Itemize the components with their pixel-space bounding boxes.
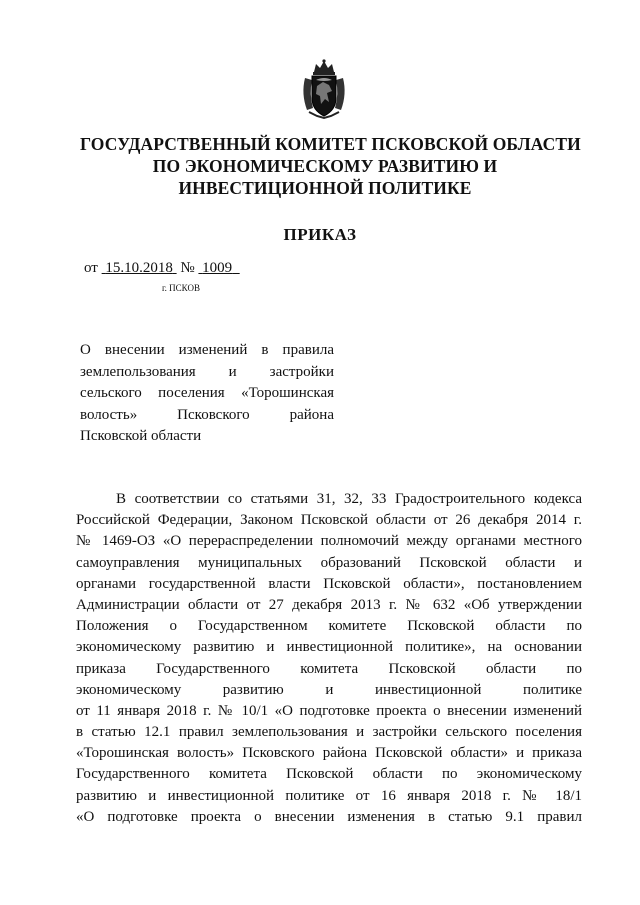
body-line: от 11 января 2018 г. № 10/1 «О подготовке проекта о внесении изменений [76, 702, 582, 719]
body-line: экономическому развитию и инвестиционной политике [76, 681, 582, 698]
org-title-line-2: ПО ЭКОНОМИЧЕСКОМУ РАЗВИТИЮ И [152, 156, 498, 176]
org-title-line-1: ГОСУДАРСТВЕННЫЙ КОМИТЕТ ПСКОВСКОЙ ОБЛАСТИ [80, 134, 581, 154]
coat-of-arms-icon [299, 58, 349, 120]
subject-line: Псковской области [80, 428, 202, 444]
body-line: Государственного комитета Псковской области по экономическому [76, 766, 582, 783]
body-line: Администрации области от 27 декабря 2013 г. № 632 «Об утверждении [76, 596, 582, 613]
order-date-number [84, 260, 240, 277]
body-line: развитию и инвестиционной политике от 16 января 2018 г. № 18/1 [76, 787, 582, 804]
subject-line: сельского поселения «Торошинская [80, 385, 334, 401]
body-line: приказа Государственного комитета Псковской области по [76, 660, 582, 677]
document-type-heading: ПРИКАЗ [283, 225, 357, 244]
order-body [76, 489, 582, 828]
body-line: экономическому развитию и инвестиционной политике», на основании [76, 639, 582, 656]
body-line: № 1469-ОЗ «О перераспределении полномочий между органами местного [76, 533, 582, 550]
body-line: В соответствии со статьями 31, 32, 33 Градостроительного кодекса [116, 491, 582, 507]
body-line: органами государственной власти Псковской области», постановлением [76, 575, 582, 592]
subject-line: волость» Псковского района [80, 406, 334, 423]
body-line: Российской Федерации, Законом Псковской области от 26 декабря 2014 г. [76, 512, 582, 529]
subject-line: О внесении изменений в правила [80, 342, 334, 358]
order-subject [80, 340, 334, 448]
body-line: «О подготовке проекта о внесении изменения в статью 9.1 правил [76, 808, 582, 825]
order-date: 15.10.2018 [105, 260, 173, 276]
body-line: Положения о Государственном комитете Псковской области по [76, 618, 582, 635]
organization-title [80, 133, 581, 199]
subject-line: землепользования и застройки [80, 363, 334, 380]
order-number: 1009 [202, 260, 233, 276]
body-line: самоуправления муниципальных образований Псковской области и [76, 554, 582, 571]
org-title-line-3: ИНВЕСТИЦИОННОЙ ПОЛИТИКЕ [178, 178, 472, 198]
date-prefix: от [84, 260, 98, 276]
body-line: «Торошинская волость» Псковского района Псковской области» и приказа [76, 745, 582, 762]
number-sign: № [180, 260, 195, 276]
body-line: в статью 12.1 правил землепользования и застройки сельского поселения [76, 724, 582, 741]
order-place: г. ПСКОВ [162, 283, 200, 293]
